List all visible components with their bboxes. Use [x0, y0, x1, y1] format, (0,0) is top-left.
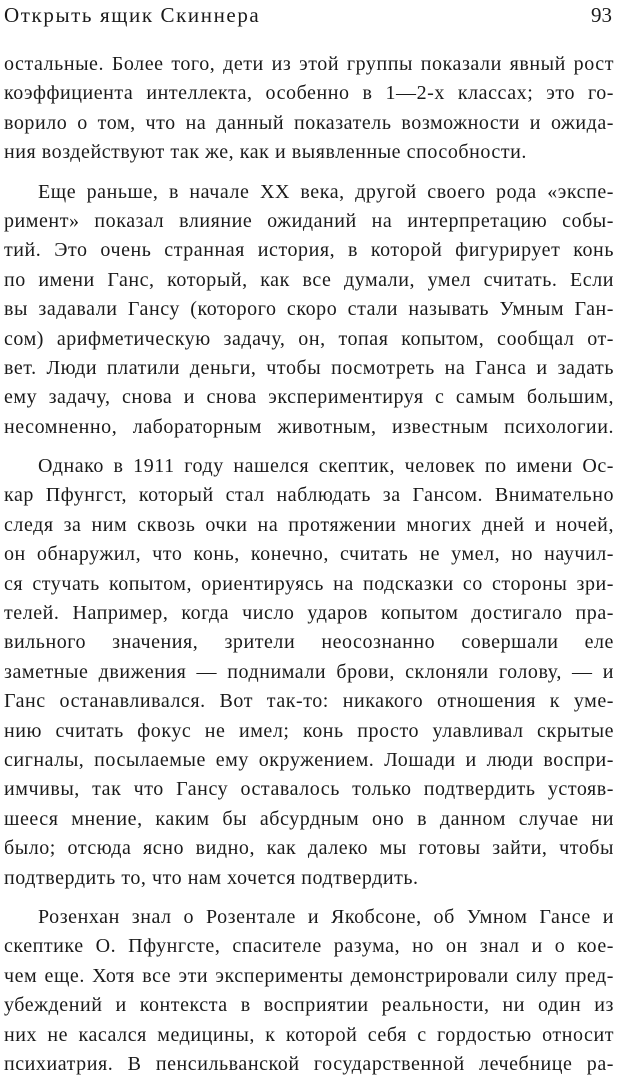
running-title: Открыть ящик Скиннера [4, 3, 261, 27]
body-text [4, 50, 614, 1079]
text-line: ворило о том, что на данный показатель возможности и ожида- [4, 111, 614, 134]
text-line: сигналы, посылаемые ему окружением. Лошади и люди воспри- [4, 748, 614, 771]
text-line: заметные движения — поднимали брови, склоняли голову, — и [4, 660, 614, 683]
text-line: вет. Люди платили деньги, чтобы посмотреть на Ганса и задать [4, 356, 614, 379]
paragraph-1 [4, 50, 614, 168]
paragraph-3 [4, 452, 614, 893]
text-line: Ганс останавливался. Вот так-то: никакого отношения к уме- [4, 690, 614, 713]
text-line: Однако в 1911 году нашелся скептик, человек по имени Ос- [38, 455, 614, 478]
text-line: убеждений и контекста в восприятии реальности, ни один из [4, 994, 614, 1017]
text-line: психиатрия. В пенсильванской государственной лечебнице ра- [4, 1052, 614, 1075]
text-line: имчивы, так что Гансу оставалось только подтвердить устояв- [4, 778, 614, 801]
text-line: подтвердить то, что нам хочется подтвердить. [4, 866, 419, 889]
text-line: чем еще. Хотя все эти эксперименты демонстрировали силу пред- [4, 964, 614, 987]
text-line: Розенхан знал о Розентале и Якобсоне, об Умном Гансе и [38, 905, 614, 928]
text-line: ния воздействуют так же, как и выявленные способности. [4, 141, 527, 164]
text-line: них не касался медицины, к которой себя с гордостью относит [4, 1023, 614, 1046]
text-line: следя за ним сквозь очки на протяжении многих дней и ночей, [4, 513, 614, 536]
text-line: несомненно, лабораторным животным, известным психологии. [4, 415, 614, 438]
text-line: вильного значения, зрители неосознанно совершали еле [4, 631, 614, 654]
text-line: ся стучать копытом, ориентируясь на подсказки со стороны зри- [4, 572, 614, 595]
text-line: сом) арифметическую задачу, он, топая копытом, сообщал от- [4, 327, 614, 350]
text-line: тий. Это очень странная история, в которой фигурирует конь [4, 239, 614, 262]
paragraph-2 [4, 178, 614, 443]
text-line: кар Пфунгст, который стал наблюдать за Гансом. Внимательно [4, 484, 614, 507]
text-line: остальные. Более того, дети из этой группы показали явный рост [4, 53, 614, 75]
text-line: вы задавали Гансу (которого скоро стали называть Умным Ган- [4, 298, 614, 321]
paragraph-4 [4, 903, 614, 1079]
text-line: он обнаружил, что конь, конечно, считать не умел, но научил- [4, 543, 614, 566]
paragraph-gap [4, 168, 614, 178]
text-line: Еще раньше, в начале XX века, другой своего рода «экспе- [38, 180, 614, 203]
text-line: было; отсюда ясно видно, как далеко мы готовы зайти, чтобы [4, 837, 614, 860]
page-number: 93 [591, 3, 612, 27]
text-line: по имени Ганс, который, как все думали, умел считать. Если [4, 268, 614, 291]
text-line: римент» показал влияние ожиданий на интерпретацию собы- [4, 209, 614, 232]
paragraph-gap [4, 442, 614, 452]
text-line: ему задачу, снова и снова экспериментируя с самым большим, [4, 386, 614, 409]
text-line: скептике О. Пфунгсте, спасителе разума, но он знал и о кое- [4, 935, 614, 958]
text-line: коэффициента интеллекта, особенно в 1—2-х классах; это го- [4, 82, 614, 105]
text-line: шееся мнение, каким бы абсурдным оно в данном случае ни [4, 807, 614, 830]
running-head [4, 2, 612, 32]
text-line: телей. Например, когда число ударов копытом достигало пра- [4, 602, 614, 625]
paragraph-gap [4, 893, 614, 903]
text-line: нию считать фокус не имел; конь просто улавливал скрытые [4, 719, 614, 742]
